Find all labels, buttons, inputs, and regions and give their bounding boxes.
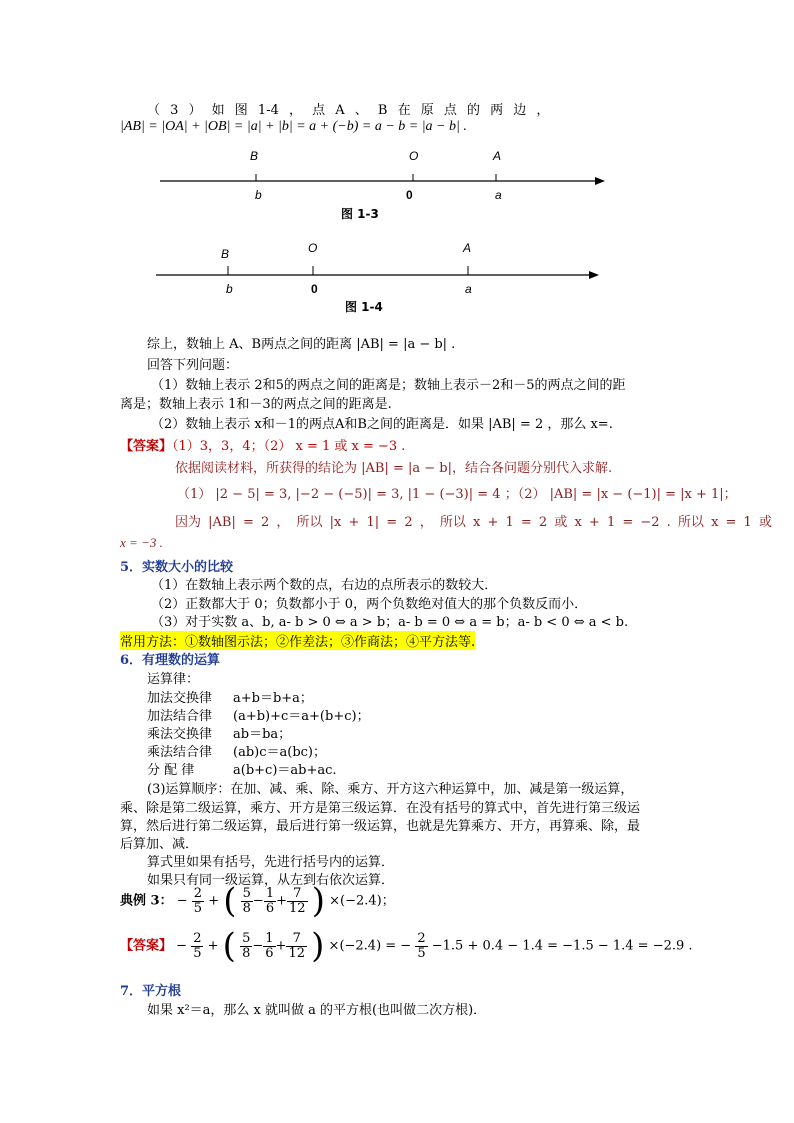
numerator: 1	[265, 885, 275, 901]
answer-calc-1: （1） |2 − 5| = 3, |−2 − (−5)| = 3, |1 − (−3)| = 4 ；（2） |AB| = |x − (−1)| = |x + 1|；	[177, 487, 737, 502]
law-rule: (ab)c＝a(bc)；	[233, 745, 326, 760]
section5-methods-highlight: 常用方法：①数轴图示法；②作差法；③作商法；④平方法等.	[120, 631, 475, 650]
answer-calc-2: 因为 |AB| = 2 ， 所以 |x + 1| = 2 ， 所以 x + 1 = 2 或 x + 1 = −2 . 所以 x = 1 或	[175, 515, 772, 530]
fraction	[415, 932, 427, 960]
answer3-tag: 【答案】	[120, 938, 173, 954]
example3-tail: ×(−2.4)；	[329, 893, 395, 909]
left-paren: (	[223, 881, 237, 921]
questions-heading: 回答下列问题：	[147, 358, 239, 373]
question-2: （2）数轴上表示 x和－1的两点A和B之间的距离是．如果 |AB| = 2 ，那么 x=.	[151, 417, 613, 432]
answer-tag: 【答案】	[120, 439, 173, 454]
law-name: 加法结合律	[147, 709, 213, 724]
law-row	[147, 705, 370, 724]
section5-heading: 5．实数大小的比较	[120, 560, 234, 575]
example3-label: 典例 3：	[120, 893, 173, 909]
fraction	[191, 932, 203, 960]
law-rule: a(b+c)＝ab+ac.	[233, 763, 337, 778]
answer3-rest: −1.5 + 0.4 − 1.4 = −1.5 − 1.4 = −2.9 .	[431, 938, 693, 954]
denominator: 8	[242, 945, 251, 961]
fraction	[241, 887, 253, 915]
law-rule: ab＝ba；	[233, 727, 292, 742]
law-row	[147, 687, 313, 706]
answer-final: x = −3 .	[120, 535, 163, 550]
fig13-label-a: a	[495, 188, 502, 202]
law-row	[147, 741, 326, 760]
fraction	[286, 932, 307, 960]
paren-rule: 算式里如果有括号，先进行括号内的运算．	[147, 855, 395, 870]
answer3-minus: −	[176, 938, 188, 954]
order-line-4: 后算加、减．	[120, 837, 199, 852]
law-row	[147, 723, 291, 742]
section3-intro: （ 3 ） 如 图 1-4 ， 点 A 、 B 在 原 点 的 两 边 ，	[147, 103, 550, 118]
fig14-label-A: A	[463, 241, 472, 255]
fig13-label-zero: 0	[406, 188, 413, 202]
section5-item-1: （1）在数轴上表示两个数的点，右边的点所表示的数较大．	[151, 578, 498, 593]
fig13-label-b: b	[255, 188, 262, 202]
number-line-fig14	[150, 240, 610, 300]
numerator: 2	[193, 885, 203, 901]
numerator: 7	[286, 932, 307, 947]
fraction	[240, 932, 252, 960]
section7-heading: 7．平方根	[120, 984, 182, 999]
fig13-label-A: A	[493, 149, 502, 163]
denominator: 5	[417, 945, 426, 961]
section5-item-3: （3）对于实数 a、b, a- b > 0 ⇔ a > b；a- b = 0 ⇔ a = b；a- b < 0 ⇔ a < b.	[151, 615, 629, 630]
answer-values: （1）3，3，4；（2） x = 1 或 x = −3 .	[172, 439, 406, 454]
numerator: 5	[242, 885, 251, 901]
answer-line-1	[120, 435, 405, 454]
same-level-rule: 如果只有同一级运算，从左到右依次运算．	[147, 873, 395, 888]
denominator: 12	[288, 945, 305, 961]
order-line-2: 乘、除是第二级运算，乘方、开方是第三级运算．在没有括号的算式中，首先进行第三级运	[120, 801, 641, 816]
law-name: 乘法交换律	[147, 727, 213, 742]
fig14-label-zero: 0	[311, 282, 318, 296]
numerator: 1	[265, 930, 274, 946]
right-paren: )	[311, 926, 325, 966]
laws-title: 运算律：	[147, 672, 200, 687]
answer3-plus: +	[207, 938, 219, 954]
fraction	[192, 887, 204, 915]
order-line-1: (3)运算顺序：在加、减、乘、除、乘方、开方这六种运算中，加、减是第一级运算，	[147, 782, 634, 797]
numerator: 7	[287, 887, 308, 902]
example3: 典例 3： − $\frac{2}{5}$ + ( $\frac{5}{8}$ − $\frac{1}{6}$ + $\frac{7}{12}$ ) ×(−2.4)；	[120, 881, 395, 921]
fig13-caption: 图 1-3	[341, 207, 379, 221]
fraction	[287, 887, 308, 915]
answer-explanation: 依据阅读材料，所获得的结论为 |AB| = |a − b|，结合各问题分别代入求解.	[175, 461, 613, 476]
left-paren: (	[222, 926, 236, 966]
fig14-label-a: a	[465, 282, 472, 296]
fraction	[263, 932, 275, 960]
question-1b: 离是；数轴上表示 1和－3的两点之间的距离是.	[120, 397, 392, 412]
denominator: 6	[265, 945, 274, 961]
right-paren: )	[311, 881, 325, 921]
law-name: 加法交换律	[147, 691, 213, 706]
section6-heading: 6．有理数的运算	[120, 653, 221, 668]
denominator: 12	[289, 900, 306, 916]
example3-plus: +	[208, 893, 220, 909]
fig14-label-O: O	[308, 241, 318, 255]
numerator: 2	[193, 930, 202, 946]
denominator: 5	[193, 945, 202, 961]
denominator: 5	[193, 900, 203, 916]
fraction	[264, 887, 276, 915]
numerator: 5	[242, 930, 251, 946]
fig13-label-B: B	[250, 149, 259, 163]
fig14-caption: 图 1-4	[345, 300, 383, 314]
law-name: 乘法结合律	[147, 745, 213, 760]
answer3: 【答案】 − $\frac{2}{5}$ + ( $\frac{5}{8}$ − $\frac{1}{6}$ + $\frac{7}{12}$ ) ×(−2.4) = − $\frac{2}{5}$ −1.5 + 0.4 − 1.4 = −1.5 − 1.4 = −2.9 .	[120, 926, 693, 966]
summary-line: 综上，数轴上 A、B两点之间的距离 |AB| = |a − b| .	[147, 337, 456, 352]
law-name: 分 配 律	[147, 763, 195, 778]
law-rule: (a+b)+c＝a+(b+c)；	[233, 709, 370, 724]
section5-item-2: （2）正数都大于 0；负数都小于 0，两个负数绝对值大的那个负数反而小．	[151, 597, 588, 612]
numerator: 2	[417, 930, 426, 946]
law-row	[147, 759, 337, 778]
order-line-3: 算，然后进行第二级运算，最后进行第一级运算，也就是先算乘方、开方，再算乘、除，最	[120, 819, 641, 834]
denominator: 6	[265, 900, 275, 916]
fig13-label-O: O	[409, 149, 419, 163]
fig14-label-B: B	[221, 247, 230, 261]
example3-minus: −	[176, 893, 188, 909]
section7-definition: 如果 x²＝a，那么 x 就叫做 a 的平方根(也叫做二次方根)．	[147, 1003, 487, 1018]
answer3-tail: ×(−2.4) = −	[328, 938, 412, 954]
denominator: 8	[242, 900, 251, 916]
fig14-label-b: b	[226, 282, 233, 296]
section3-formula: |AB| = |OA| + |OB| = |a| + |b| = a + (−b) = a − b = |a − b| .	[120, 119, 467, 134]
law-rule: a+b＝b+a；	[233, 691, 313, 706]
question-1a: （1）数轴上表示 2和5的两点之间的距离是；数轴上表示－2和－5的两点之间的距	[151, 378, 626, 393]
number-line-fig13	[150, 145, 620, 205]
